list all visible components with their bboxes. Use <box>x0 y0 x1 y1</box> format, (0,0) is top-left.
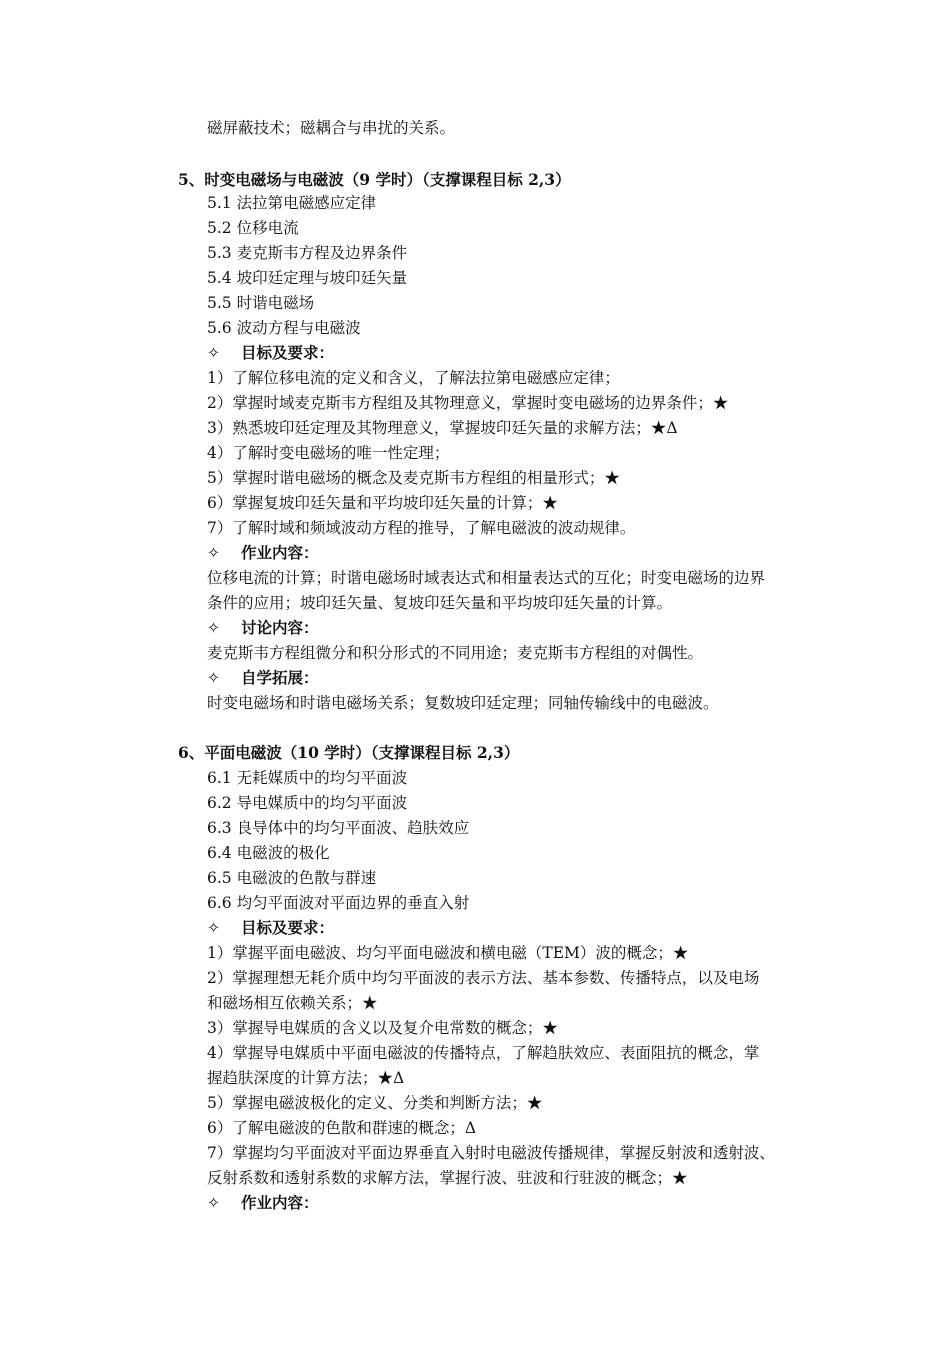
diamond-bullet-icon: ✧ <box>207 344 220 362</box>
ch5-goal-4: 4）了解时变电磁场的唯一性定理； <box>207 444 450 462</box>
ch5-homework-line-1: 位移电流的计算；时谐电磁场时域表达式和相量表达式的互化；时变电磁场的边界 <box>207 569 766 587</box>
ch5-goal-2: 2）掌握时域麦克斯韦方程组及其物理意义，掌握时变电磁场的边界条件；★ <box>207 394 729 412</box>
ch5-goal-7: 7）了解时域和频域波动方程的推导，了解电磁波的波动规律。 <box>207 519 636 537</box>
ch5-selfstudy: 时变电磁场和时谐电磁场关系；复数坡印廷定理；同轴传输线中的电磁波。 <box>207 694 719 712</box>
ch6-goal-line-8: 6）了解电磁波的色散和群速的概念；Δ <box>207 1119 477 1137</box>
ch6-goal-line-3: 和磁场相互依赖关系；★ <box>207 994 378 1012</box>
diamond-bullet-icon: ✧ <box>207 1194 220 1212</box>
ch5-goals-title-row <box>207 343 812 363</box>
ch5-homework-title-row <box>207 543 812 563</box>
ch6-goal-line-5: 4）掌握导电媒质中平面电磁波的传播特点，了解趋肤效应、表面阻抗的概念，掌 <box>207 1044 760 1062</box>
ch6-goal-line-4: 3）掌握导电媒质的含义以及复介电常数的概念；★ <box>207 1019 558 1037</box>
ch5-section-5-3: 5.3 麦克斯韦方程及边界条件 <box>207 244 408 262</box>
ch5-goal-5: 5）掌握时谐电磁场的概念及麦克斯韦方程组的相量形式；★ <box>207 469 620 487</box>
ch6-goals-title: 目标及要求： <box>241 918 335 937</box>
ch5-section-5-2: 5.2 位移电流 <box>207 219 299 237</box>
ch5-goals-title: 目标及要求： <box>241 343 335 362</box>
ch6-section-6-6: 6.6 均匀平面波对平面边界的垂直入射 <box>207 894 470 912</box>
diamond-bullet-icon: ✧ <box>207 919 220 937</box>
ch5-discussion: 麦克斯韦方程组微分和积分形式的不同用途；麦克斯韦方程组的对偶性。 <box>207 644 704 662</box>
ch5-section-5-6: 5.6 波动方程与电磁波 <box>207 319 361 337</box>
ch6-section-6-4: 6.4 电磁波的极化 <box>207 844 330 862</box>
diamond-bullet-icon: ✧ <box>207 669 220 687</box>
ch6-homework-title: 作业内容： <box>241 1193 319 1212</box>
ch5-discussion-title-row <box>207 618 812 638</box>
ch5-section-5-4: 5.4 坡印廷定理与坡印廷矢量 <box>207 269 408 287</box>
ch6-goal-line-1: 1）掌握平面电磁波、均匀平面电磁波和横电磁（TEM）波的概念；★ <box>207 944 689 962</box>
ch5-homework-title: 作业内容： <box>241 543 319 562</box>
ch5-selfstudy-title: 自学拓展： <box>241 668 319 687</box>
ch6-goal-line-2: 2）掌握理想无耗介质中均匀平面波的表示方法、基本参数、传播特点，以及电场 <box>207 969 760 987</box>
ch5-goal-3: 3）熟悉坡印廷定理及其物理意义，掌握坡印廷矢量的求解方法；★Δ <box>207 419 678 437</box>
ch6-section-6-1: 6.1 无耗媒质中的均匀平面波 <box>207 769 408 787</box>
diamond-bullet-icon: ✧ <box>207 619 220 637</box>
intro-line: 磁屏蔽技术；磁耦合与串扰的关系。 <box>207 119 456 137</box>
ch5-goal-6: 6）掌握复坡印廷矢量和平均坡印廷矢量的计算；★ <box>207 494 558 512</box>
ch5-homework-line-2: 条件的应用；坡印廷矢量、复坡印廷矢量和平均坡印廷矢量的计算。 <box>207 594 673 612</box>
ch6-goals-title-row <box>207 918 812 938</box>
ch5-discussion-title: 讨论内容： <box>241 618 319 637</box>
diamond-bullet-icon: ✧ <box>207 544 220 562</box>
ch5-selfstudy-title-row <box>207 668 812 688</box>
ch6-goal-line-10: 反射系数和透射系数的求解方法，掌握行波、驻波和行驻波的概念；★ <box>207 1169 688 1187</box>
ch6-section-6-3: 6.3 良导体中的均匀平面波、趋肤效应 <box>207 819 470 837</box>
ch6-section-6-5: 6.5 电磁波的色散与群速 <box>207 869 377 887</box>
chapter5-heading: 5、时变电磁场与电磁波（9 学时）（支撑课程目标 2,3） <box>178 170 571 189</box>
ch6-goal-line-6: 握趋肤深度的计算方法；★Δ <box>207 1069 405 1087</box>
chapter6-heading: 6、平面电磁波（10 学时）（支撑课程目标 2,3） <box>178 743 520 762</box>
ch6-section-6-2: 6.2 导电媒质中的均匀平面波 <box>207 794 408 812</box>
ch5-section-5-1: 5.1 法拉第电磁感应定律 <box>207 194 377 212</box>
ch6-homework-title-row <box>207 1193 812 1213</box>
ch5-section-5-5: 5.5 时谐电磁场 <box>207 294 315 312</box>
ch6-goal-line-7: 5）掌握电磁波极化的定义、分类和判断方法；★ <box>207 1094 543 1112</box>
ch6-goal-line-9: 7）掌握均匀平面波对平面边界垂直入射时电磁波传播规律，掌握反射波和透射波、 <box>207 1144 775 1162</box>
ch5-goal-1: 1）了解位移电流的定义和含义，了解法拉第电磁感应定律； <box>207 369 620 387</box>
